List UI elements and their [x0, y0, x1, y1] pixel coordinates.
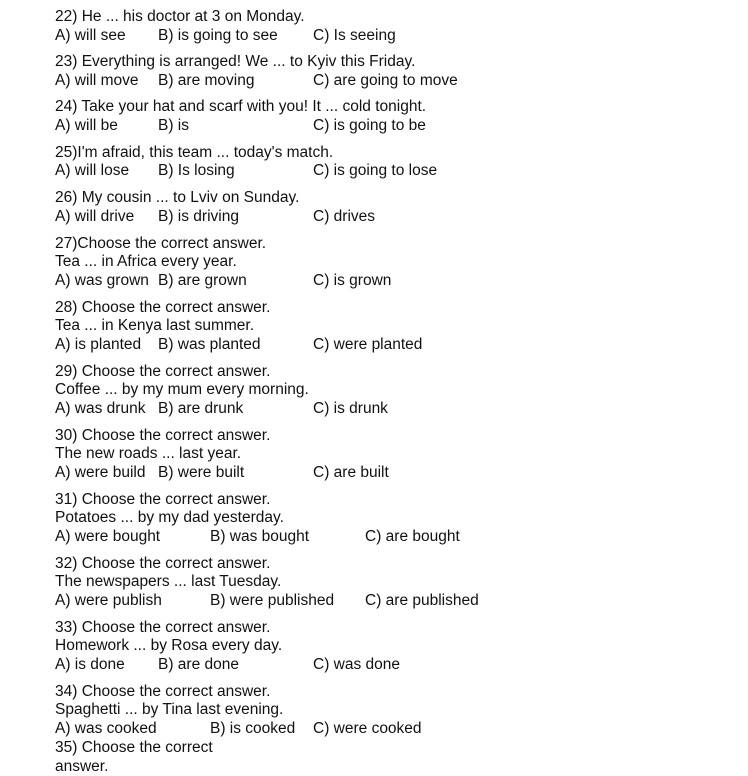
answer-option-c[interactable]: C) were planted — [313, 336, 423, 353]
answer-options — [55, 116, 655, 135]
question-prompt: 30) Choose the correct answer. — [55, 427, 271, 444]
question-sentence: Tea ... in Kenya last summer. — [55, 317, 255, 334]
answer-option-c[interactable]: C) are built — [313, 464, 389, 481]
cut-off-line — [55, 739, 215, 775]
answer-option-a[interactable]: A) were bought — [55, 528, 161, 545]
answer-option-b[interactable]: B) are moving — [158, 72, 255, 89]
answer-option-c[interactable]: C) drives — [313, 208, 376, 225]
question-sentence: Homework ... by Rosa every day. — [55, 637, 283, 654]
answer-option-b[interactable]: B) Is losing — [158, 162, 235, 179]
answer-options — [55, 71, 655, 90]
answer-option-a[interactable]: A) is planted — [55, 336, 142, 353]
answer-options — [55, 591, 655, 610]
answer-options — [55, 271, 655, 290]
answer-option-b[interactable]: B) was bought — [210, 528, 310, 545]
answer-option-b[interactable]: B) are done — [158, 656, 239, 673]
question-sentence: Coffee ... by my mum every morning. — [55, 381, 309, 398]
answer-option-a[interactable]: A) will lose — [55, 162, 130, 179]
question-prompt: 27)Choose the correct answer. — [55, 235, 267, 252]
answer-option-c[interactable]: C) was done — [313, 656, 401, 673]
answer-option-c[interactable]: C) is going to be — [313, 117, 426, 134]
answer-option-b[interactable]: B) are grown — [158, 272, 247, 289]
question-sentence: The new roads ... last year. — [55, 445, 242, 462]
question-sentence: The newspapers ... last Tuesday. — [55, 573, 282, 590]
answer-option-a[interactable]: A) was drunk — [55, 400, 146, 417]
question-prompt: 33) Choose the correct answer. — [55, 619, 271, 636]
answer-options — [55, 655, 655, 674]
answer-option-a[interactable]: A) will see — [55, 27, 126, 44]
answer-option-c[interactable]: C) is drunk — [313, 400, 388, 417]
question-prompt: 24) Take your hat and scarf with you! It ... cold tonight. — [55, 98, 427, 115]
question-prompt: 34) Choose the correct answer. — [55, 683, 271, 700]
question-sentence: Spaghetti ... by Tina last evening. — [55, 701, 284, 718]
answer-option-c[interactable]: C) Is seeing — [313, 27, 396, 44]
answer-options — [55, 207, 655, 226]
answer-options — [55, 463, 655, 482]
answer-option-b[interactable]: B) was planted — [158, 336, 261, 353]
answer-option-b[interactable]: B) is — [158, 117, 189, 134]
cut-off-text: 35) Choose the correct answer. — [55, 739, 213, 775]
answer-options — [55, 161, 655, 180]
answer-option-b[interactable]: B) were published — [210, 592, 335, 609]
question-prompt: 29) Choose the correct answer. — [55, 363, 271, 380]
answer-option-b[interactable]: B) are drunk — [158, 400, 244, 417]
answer-option-c[interactable]: C) is grown — [313, 272, 392, 289]
answer-option-a[interactable]: A) is done — [55, 656, 125, 673]
answer-option-a[interactable]: A) will be — [55, 117, 118, 134]
answer-option-c[interactable]: C) are going to move — [313, 72, 458, 89]
answer-option-c[interactable]: C) are bought — [365, 528, 460, 545]
question-sentence: Potatoes ... by my dad yesterday. — [55, 509, 284, 526]
question-sentence: Tea ... in Africa every year. — [55, 253, 237, 270]
answer-option-a[interactable]: A) will drive — [55, 208, 135, 225]
answer-options — [55, 719, 655, 738]
answer-option-b[interactable]: B) is going to see — [158, 27, 278, 44]
question-prompt: 25)I'm afraid, this team ... today's match. — [55, 144, 334, 161]
answer-option-b[interactable]: B) were built — [158, 464, 245, 481]
answer-option-b[interactable]: B) is driving — [158, 208, 239, 225]
answer-option-a[interactable]: A) were build — [55, 464, 146, 481]
question-prompt: 32) Choose the correct answer. — [55, 555, 271, 572]
answer-option-b[interactable]: B) is cooked — [210, 720, 296, 737]
answer-options — [55, 527, 655, 546]
question-prompt: 22) He ... his doctor at 3 on Monday. — [55, 8, 305, 25]
answer-options — [55, 335, 655, 354]
answer-options — [55, 26, 655, 45]
question-prompt: 26) My cousin ... to Lviv on Sunday. — [55, 189, 300, 206]
answer-option-a[interactable]: A) was grown — [55, 272, 149, 289]
question-prompt: 31) Choose the correct answer. — [55, 491, 271, 508]
answer-option-a[interactable]: A) was cooked — [55, 720, 157, 737]
question-prompt: 23) Everything is arranged! We ... to Kyiv this Friday. — [55, 53, 416, 70]
answer-option-a[interactable]: A) were publish — [55, 592, 162, 609]
answer-option-c[interactable]: C) are published — [365, 592, 479, 609]
answer-options — [55, 399, 655, 418]
answer-option-a[interactable]: A) will move — [55, 72, 139, 89]
question-prompt: 28) Choose the correct answer. — [55, 299, 271, 316]
answer-option-c[interactable]: C) is going to lose — [313, 162, 438, 179]
answer-option-c[interactable]: C) were cooked — [313, 720, 422, 737]
